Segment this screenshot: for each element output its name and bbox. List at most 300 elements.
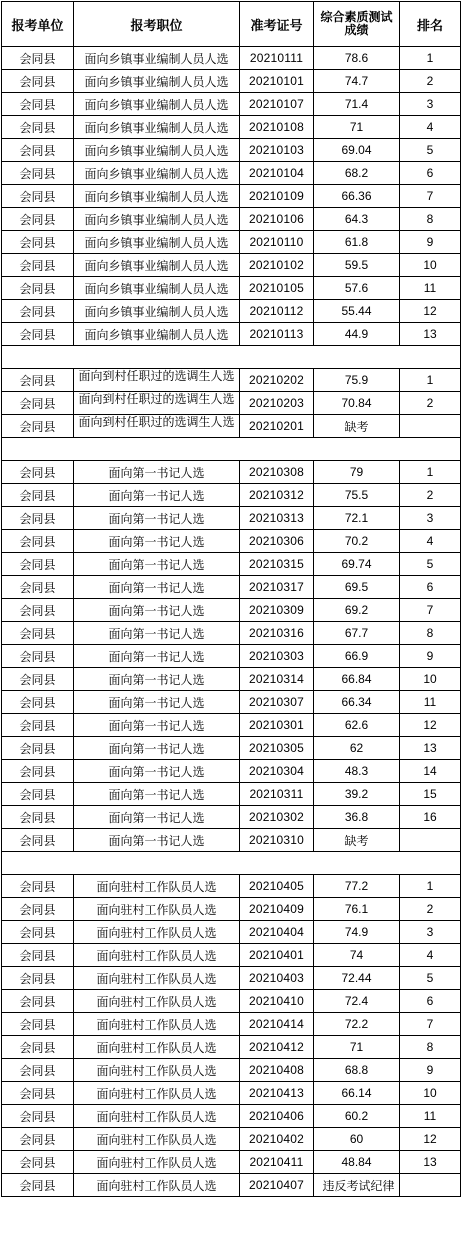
table-row	[2, 576, 461, 599]
cell-exam-id: 20210408	[240, 1059, 314, 1082]
cell-rank: 10	[400, 668, 461, 691]
header-score-line2: 成绩	[344, 23, 369, 37]
cell-unit: 会同县	[2, 530, 74, 553]
cell-unit: 会同县	[2, 323, 74, 346]
cell-unit: 会同县	[2, 392, 74, 415]
cell-unit: 会同县	[2, 622, 74, 645]
cell-exam-id: 20210316	[240, 622, 314, 645]
separator-cell	[2, 346, 461, 369]
cell-score: 69.2	[314, 599, 400, 622]
cell-rank: 2	[400, 484, 461, 507]
cell-unit: 会同县	[2, 1174, 74, 1197]
table-row	[2, 1105, 461, 1128]
cell-position: 面向驻村工作队员人选	[74, 1151, 240, 1174]
cell-unit: 会同县	[2, 829, 74, 852]
cell-position: 面向乡镇事业编制人员人选	[74, 70, 240, 93]
cell-position: 面向驻村工作队员人选	[74, 1174, 240, 1197]
header-position: 报考职位	[74, 2, 240, 47]
cell-unit: 会同县	[2, 254, 74, 277]
cell-unit: 会同县	[2, 1082, 74, 1105]
cell-score: 39.2	[314, 783, 400, 806]
cell-rank: 14	[400, 760, 461, 783]
table-row	[2, 737, 461, 760]
cell-score: 48.3	[314, 760, 400, 783]
cell-score: 72.4	[314, 990, 400, 1013]
cell-exam-id: 20210412	[240, 1036, 314, 1059]
cell-exam-id: 20210106	[240, 208, 314, 231]
cell-rank: 5	[400, 139, 461, 162]
cell-unit: 会同县	[2, 783, 74, 806]
cell-rank: 10	[400, 1082, 461, 1105]
cell-unit: 会同县	[2, 898, 74, 921]
cell-rank: 9	[400, 1059, 461, 1082]
cell-position: 面向第一书记人选	[74, 645, 240, 668]
table-row	[2, 277, 461, 300]
cell-score: 70.2	[314, 530, 400, 553]
cell-rank: 2	[400, 898, 461, 921]
header-score-line1: 综合素质测试	[320, 10, 393, 24]
cell-rank: 3	[400, 93, 461, 116]
cell-score: 60.2	[314, 1105, 400, 1128]
cell-exam-id: 20210112	[240, 300, 314, 323]
cell-score: 60	[314, 1128, 400, 1151]
cell-rank: 10	[400, 254, 461, 277]
cell-position-text: 面向到村任职过的选调生人选	[78, 415, 235, 429]
table-row	[2, 300, 461, 323]
cell-rank: 11	[400, 277, 461, 300]
cell-rank: 7	[400, 185, 461, 208]
cell-unit: 会同县	[2, 990, 74, 1013]
cell-position: 面向驻村工作队员人选	[74, 967, 240, 990]
table-row	[2, 139, 461, 162]
cell-rank: 4	[400, 116, 461, 139]
table-row	[2, 392, 461, 415]
cell-score: 67.7	[314, 622, 400, 645]
cell-exam-id: 20210103	[240, 139, 314, 162]
cell-rank: 1	[400, 47, 461, 70]
table-row	[2, 47, 461, 70]
cell-score: 79	[314, 461, 400, 484]
cell-exam-id: 20210202	[240, 369, 314, 392]
cell-exam-id: 20210109	[240, 185, 314, 208]
cell-exam-id: 20210410	[240, 990, 314, 1013]
cell-score: 缺考	[314, 415, 400, 438]
table-row	[2, 944, 461, 967]
cell-position: 面向乡镇事业编制人员人选	[74, 47, 240, 70]
cell-unit: 会同县	[2, 806, 74, 829]
cell-position: 面向第一书记人选	[74, 806, 240, 829]
cell-rank: 16	[400, 806, 461, 829]
cell-rank: 13	[400, 323, 461, 346]
cell-position-text: 面向到村任职过的选调生人选	[78, 392, 235, 406]
cell-exam-id: 20210413	[240, 1082, 314, 1105]
table-row	[2, 1128, 461, 1151]
cell-position: 面向第一书记人选	[74, 553, 240, 576]
cell-exam-id: 20210409	[240, 898, 314, 921]
cell-position: 面向驻村工作队员人选	[74, 921, 240, 944]
cell-score: 36.8	[314, 806, 400, 829]
table-row	[2, 507, 461, 530]
cell-unit: 会同县	[2, 1013, 74, 1036]
cell-exam-id: 20210203	[240, 392, 314, 415]
cell-position: 面向乡镇事业编制人员人选	[74, 185, 240, 208]
table-row	[2, 208, 461, 231]
table-row	[2, 622, 461, 645]
cell-score: 76.1	[314, 898, 400, 921]
cell-unit: 会同县	[2, 944, 74, 967]
cell-rank: 12	[400, 300, 461, 323]
table-row	[2, 323, 461, 346]
cell-position: 面向第一书记人选	[74, 829, 240, 852]
cell-rank: 3	[400, 507, 461, 530]
cell-position: 面向驻村工作队员人选	[74, 1105, 240, 1128]
cell-rank: 5	[400, 967, 461, 990]
cell-score: 66.14	[314, 1082, 400, 1105]
cell-position: 面向驻村工作队员人选	[74, 944, 240, 967]
cell-score: 68.2	[314, 162, 400, 185]
cell-unit: 会同县	[2, 461, 74, 484]
cell-rank: 2	[400, 70, 461, 93]
table-row	[2, 1059, 461, 1082]
cell-score: 71.4	[314, 93, 400, 116]
cell-position: 面向乡镇事业编制人员人选	[74, 208, 240, 231]
header-score	[314, 2, 400, 47]
table-row	[2, 553, 461, 576]
cell-unit: 会同县	[2, 369, 74, 392]
cell-unit: 会同县	[2, 208, 74, 231]
cell-position: 面向第一书记人选	[74, 714, 240, 737]
cell-rank: 6	[400, 162, 461, 185]
cell-rank: 11	[400, 1105, 461, 1128]
cell-score: 59.5	[314, 254, 400, 277]
cell-unit: 会同县	[2, 1059, 74, 1082]
cell-position: 面向乡镇事业编制人员人选	[74, 139, 240, 162]
cell-rank: 12	[400, 1128, 461, 1151]
cell-score: 72.44	[314, 967, 400, 990]
header-exam-id: 准考证号	[240, 2, 314, 47]
cell-exam-id: 20210414	[240, 1013, 314, 1036]
cell-score: 62	[314, 737, 400, 760]
table-row	[2, 990, 461, 1013]
cell-rank: 4	[400, 530, 461, 553]
header-rank: 排名	[400, 2, 461, 47]
cell-rank	[400, 1174, 461, 1197]
table-row	[2, 760, 461, 783]
cell-position: 面向驻村工作队员人选	[74, 1059, 240, 1082]
cell-exam-id: 20210308	[240, 461, 314, 484]
cell-exam-id: 20210315	[240, 553, 314, 576]
cell-exam-id: 20210313	[240, 507, 314, 530]
cell-unit: 会同县	[2, 921, 74, 944]
cell-position-text: 面向到村任职过的选调生人选	[78, 369, 235, 383]
cell-rank: 1	[400, 369, 461, 392]
cell-rank: 11	[400, 691, 461, 714]
cell-position: 面向第一书记人选	[74, 507, 240, 530]
cell-position: 面向驻村工作队员人选	[74, 875, 240, 898]
cell-unit: 会同县	[2, 599, 74, 622]
table-row	[2, 875, 461, 898]
cell-position: 面向第一书记人选	[74, 530, 240, 553]
table-row	[2, 967, 461, 990]
table-row	[2, 185, 461, 208]
cell-unit: 会同县	[2, 576, 74, 599]
cell-score: 69.74	[314, 553, 400, 576]
cell-rank: 13	[400, 737, 461, 760]
cell-rank: 2	[400, 392, 461, 415]
table-row	[2, 806, 461, 829]
cell-unit: 会同县	[2, 116, 74, 139]
cell-position: 面向驻村工作队员人选	[74, 1036, 240, 1059]
cell-rank: 7	[400, 1013, 461, 1036]
table-row	[2, 162, 461, 185]
cell-exam-id: 20210401	[240, 944, 314, 967]
cell-position: 面向第一书记人选	[74, 599, 240, 622]
cell-exam-id: 20210105	[240, 277, 314, 300]
cell-exam-id: 20210301	[240, 714, 314, 737]
cell-score: 66.34	[314, 691, 400, 714]
cell-rank: 6	[400, 990, 461, 1013]
cell-rank: 6	[400, 576, 461, 599]
cell-unit: 会同县	[2, 714, 74, 737]
cell-exam-id: 20210113	[240, 323, 314, 346]
table-row	[2, 484, 461, 507]
cell-rank: 7	[400, 599, 461, 622]
cell-unit: 会同县	[2, 139, 74, 162]
cell-rank: 1	[400, 875, 461, 898]
cell-unit: 会同县	[2, 1105, 74, 1128]
cell-unit: 会同县	[2, 47, 74, 70]
cell-rank: 8	[400, 622, 461, 645]
cell-exam-id: 20210102	[240, 254, 314, 277]
table-row	[2, 415, 461, 438]
cell-unit: 会同县	[2, 162, 74, 185]
cell-exam-id: 20210314	[240, 668, 314, 691]
cell-score: 66.84	[314, 668, 400, 691]
cell-exam-id: 20210111	[240, 47, 314, 70]
group-separator-row	[2, 852, 461, 875]
table-row	[2, 898, 461, 921]
cell-position: 面向第一书记人选	[74, 484, 240, 507]
header-row	[2, 2, 461, 47]
cell-unit: 会同县	[2, 875, 74, 898]
cell-rank: 9	[400, 231, 461, 254]
cell-rank: 3	[400, 921, 461, 944]
cell-unit: 会同县	[2, 645, 74, 668]
cell-score: 74.9	[314, 921, 400, 944]
cell-score: 61.8	[314, 231, 400, 254]
cell-position: 面向第一书记人选	[74, 783, 240, 806]
cell-score: 66.36	[314, 185, 400, 208]
cell-rank: 15	[400, 783, 461, 806]
cell-unit: 会同县	[2, 1036, 74, 1059]
cell-position: 面向第一书记人选	[74, 576, 240, 599]
cell-unit: 会同县	[2, 93, 74, 116]
table-row	[2, 1082, 461, 1105]
table-body	[2, 47, 461, 1197]
cell-score: 违反考试纪律	[314, 1174, 400, 1197]
cell-score: 71	[314, 116, 400, 139]
cell-unit: 会同县	[2, 1128, 74, 1151]
cell-unit: 会同县	[2, 185, 74, 208]
table-row	[2, 461, 461, 484]
cell-exam-id: 20210312	[240, 484, 314, 507]
cell-score: 64.3	[314, 208, 400, 231]
cell-exam-id: 20210406	[240, 1105, 314, 1128]
cell-position: 面向第一书记人选	[74, 622, 240, 645]
cell-unit: 会同县	[2, 507, 74, 530]
cell-exam-id: 20210108	[240, 116, 314, 139]
cell-exam-id: 20210303	[240, 645, 314, 668]
cell-unit: 会同县	[2, 1151, 74, 1174]
cell-exam-id: 20210201	[240, 415, 314, 438]
table-row	[2, 93, 461, 116]
cell-score: 62.6	[314, 714, 400, 737]
cell-position: 面向驻村工作队员人选	[74, 898, 240, 921]
score-table	[1, 1, 461, 1197]
cell-rank	[400, 829, 461, 852]
cell-exam-id: 20210402	[240, 1128, 314, 1151]
table-row	[2, 231, 461, 254]
cell-unit: 会同县	[2, 553, 74, 576]
cell-rank: 13	[400, 1151, 461, 1174]
cell-position: 面向乡镇事业编制人员人选	[74, 93, 240, 116]
cell-position: 面向第一书记人选	[74, 461, 240, 484]
cell-score: 74	[314, 944, 400, 967]
cell-unit: 会同县	[2, 737, 74, 760]
table-row	[2, 1036, 461, 1059]
cell-unit: 会同县	[2, 668, 74, 691]
cell-exam-id: 20210317	[240, 576, 314, 599]
cell-rank: 8	[400, 1036, 461, 1059]
table-row	[2, 254, 461, 277]
cell-exam-id: 20210110	[240, 231, 314, 254]
cell-score: 68.8	[314, 1059, 400, 1082]
group-separator-row	[2, 346, 461, 369]
table-row	[2, 691, 461, 714]
cell-position: 面向乡镇事业编制人员人选	[74, 254, 240, 277]
group-separator-row	[2, 438, 461, 461]
cell-score: 69.04	[314, 139, 400, 162]
cell-position: 面向第一书记人选	[74, 760, 240, 783]
cell-unit: 会同县	[2, 760, 74, 783]
cell-score: 72.1	[314, 507, 400, 530]
table-row	[2, 599, 461, 622]
cell-position: 面向乡镇事业编制人员人选	[74, 277, 240, 300]
cell-exam-id: 20210101	[240, 70, 314, 93]
cell-score: 77.2	[314, 875, 400, 898]
cell-rank: 5	[400, 553, 461, 576]
table-row	[2, 668, 461, 691]
cell-position	[74, 392, 240, 415]
cell-position	[74, 369, 240, 392]
cell-rank: 1	[400, 461, 461, 484]
cell-exam-id: 20210104	[240, 162, 314, 185]
cell-rank: 4	[400, 944, 461, 967]
table-row	[2, 116, 461, 139]
table-row	[2, 921, 461, 944]
cell-exam-id: 20210405	[240, 875, 314, 898]
cell-position: 面向驻村工作队员人选	[74, 1013, 240, 1036]
cell-position: 面向乡镇事业编制人员人选	[74, 300, 240, 323]
cell-position: 面向驻村工作队员人选	[74, 990, 240, 1013]
table-row	[2, 829, 461, 852]
cell-exam-id: 20210307	[240, 691, 314, 714]
table-row	[2, 645, 461, 668]
cell-exam-id: 20210411	[240, 1151, 314, 1174]
cell-exam-id: 20210403	[240, 967, 314, 990]
cell-score: 78.6	[314, 47, 400, 70]
cell-position	[74, 415, 240, 438]
cell-exam-id: 20210311	[240, 783, 314, 806]
cell-position: 面向第一书记人选	[74, 668, 240, 691]
cell-unit: 会同县	[2, 967, 74, 990]
cell-score: 48.84	[314, 1151, 400, 1174]
cell-unit: 会同县	[2, 277, 74, 300]
cell-score: 69.5	[314, 576, 400, 599]
cell-exam-id: 20210306	[240, 530, 314, 553]
table-row	[2, 783, 461, 806]
cell-position: 面向乡镇事业编制人员人选	[74, 162, 240, 185]
cell-score: 74.7	[314, 70, 400, 93]
table-row	[2, 1174, 461, 1197]
cell-unit: 会同县	[2, 484, 74, 507]
table-row	[2, 530, 461, 553]
cell-score: 55.44	[314, 300, 400, 323]
cell-score: 缺考	[314, 829, 400, 852]
cell-score: 66.9	[314, 645, 400, 668]
separator-cell	[2, 438, 461, 461]
cell-exam-id: 20210304	[240, 760, 314, 783]
table-row	[2, 70, 461, 93]
cell-score: 75.5	[314, 484, 400, 507]
table-row	[2, 714, 461, 737]
cell-rank: 8	[400, 208, 461, 231]
cell-position: 面向驻村工作队员人选	[74, 1128, 240, 1151]
cell-exam-id: 20210309	[240, 599, 314, 622]
cell-position: 面向第一书记人选	[74, 691, 240, 714]
cell-exam-id: 20210310	[240, 829, 314, 852]
table-row	[2, 1151, 461, 1174]
cell-unit: 会同县	[2, 70, 74, 93]
cell-score: 57.6	[314, 277, 400, 300]
cell-score: 70.84	[314, 392, 400, 415]
cell-exam-id: 20210305	[240, 737, 314, 760]
cell-rank: 9	[400, 645, 461, 668]
cell-position: 面向第一书记人选	[74, 737, 240, 760]
header-unit: 报考单位	[2, 2, 74, 47]
table-row	[2, 369, 461, 392]
cell-exam-id: 20210404	[240, 921, 314, 944]
cell-rank: 12	[400, 714, 461, 737]
cell-unit: 会同县	[2, 415, 74, 438]
cell-unit: 会同县	[2, 691, 74, 714]
cell-score: 71	[314, 1036, 400, 1059]
separator-cell	[2, 852, 461, 875]
cell-exam-id: 20210302	[240, 806, 314, 829]
cell-unit: 会同县	[2, 300, 74, 323]
cell-exam-id: 20210407	[240, 1174, 314, 1197]
cell-score: 75.9	[314, 369, 400, 392]
table-row	[2, 1013, 461, 1036]
cell-position: 面向乡镇事业编制人员人选	[74, 231, 240, 254]
cell-position: 面向乡镇事业编制人员人选	[74, 323, 240, 346]
cell-exam-id: 20210107	[240, 93, 314, 116]
cell-score: 72.2	[314, 1013, 400, 1036]
cell-position: 面向乡镇事业编制人员人选	[74, 116, 240, 139]
cell-score: 44.9	[314, 323, 400, 346]
cell-unit: 会同县	[2, 231, 74, 254]
cell-rank	[400, 415, 461, 438]
